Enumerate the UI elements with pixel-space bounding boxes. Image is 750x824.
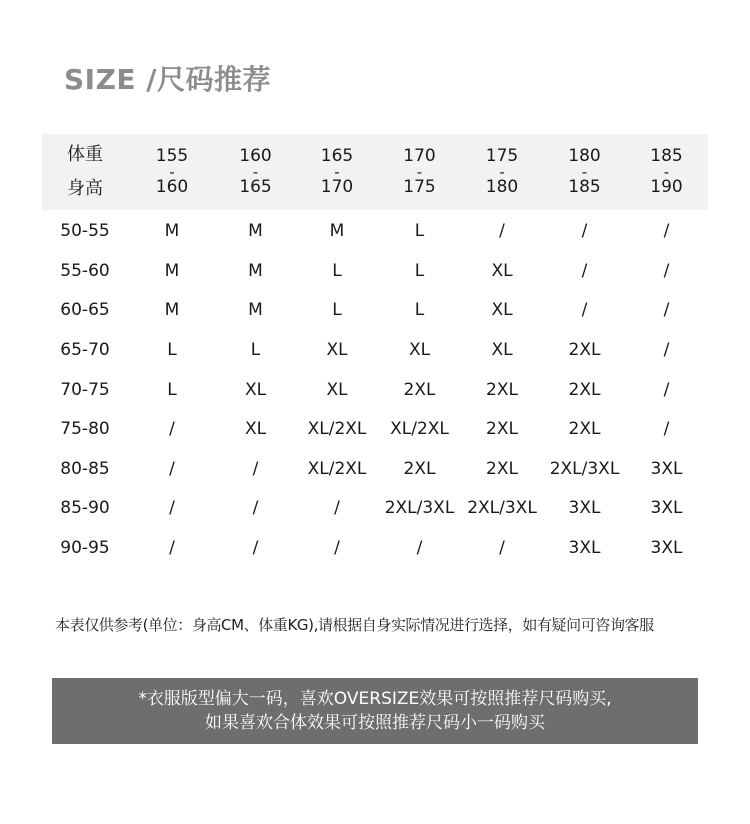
header-height-range-cell — [544, 148, 625, 196]
size-cell: L — [414, 221, 425, 242]
size-cell: / — [663, 340, 670, 361]
size-cell: / — [663, 379, 670, 400]
size-cell: / — [169, 458, 175, 479]
table-row — [42, 410, 708, 450]
header-label-cell — [42, 144, 128, 200]
size-cell: 3XL — [650, 458, 683, 479]
size-cell: M — [164, 221, 180, 242]
size-cell: / — [169, 419, 175, 440]
header-range-bottom: 160 — [155, 177, 189, 197]
size-cell: 2XL — [568, 419, 601, 440]
weight-range-cell: 55-60 — [60, 260, 110, 281]
header-range-top: 160 — [239, 146, 272, 166]
size-cell: / — [663, 260, 670, 281]
size-cell: L — [167, 379, 177, 400]
size-cell: XL/2XL — [307, 458, 367, 479]
size-cell: / — [334, 538, 340, 559]
header-range-sep: - — [252, 163, 259, 181]
size-cell: XL — [408, 340, 431, 361]
header-height-range-cell — [625, 148, 708, 196]
weight-range-cell: 50-55 — [60, 221, 110, 242]
size-cell: / — [416, 538, 423, 559]
size-cell: XL/2XL — [307, 419, 367, 440]
header-range-bottom: 165 — [239, 177, 272, 197]
header-range-bottom: 185 — [568, 177, 601, 197]
size-cell: / — [252, 498, 259, 519]
weight-range-cell: 60-65 — [60, 300, 110, 321]
size-cell: 3XL — [650, 538, 683, 559]
size-cell: / — [169, 498, 175, 519]
header-height-range-cell — [216, 148, 295, 196]
header-range-top: 170 — [403, 146, 436, 166]
size-cell: / — [499, 221, 505, 242]
banner-line-1: *衣服版型偏大一码，喜欢OVERSIZE效果可按照推荐尺码购买, — [138, 689, 612, 709]
size-cell: / — [334, 498, 340, 519]
table-row — [42, 370, 708, 410]
size-cell: 3XL — [650, 498, 683, 519]
table-row — [42, 331, 708, 371]
size-cell: L — [332, 300, 342, 321]
banner-line-2: 如果喜欢合体效果可按照推荐尺码小一码购买 — [205, 713, 545, 733]
size-cell: L — [167, 340, 177, 361]
size-cell: M — [164, 300, 180, 321]
size-cell: / — [663, 221, 670, 242]
size-note: 本表仅供参考(单位：身高CM、体重KG),请根据自身实际情况进行选择，如有疑问可咨询客服 — [55, 616, 654, 634]
size-cell: 3XL — [568, 498, 601, 519]
header-range-top: 175 — [485, 146, 519, 166]
table-body — [42, 212, 708, 568]
size-cell: / — [663, 300, 670, 321]
size-cell: XL — [244, 379, 267, 400]
size-chart-table — [42, 134, 708, 568]
size-cell: / — [581, 221, 588, 242]
header-weight-label: 体重 — [67, 144, 103, 165]
weight-range-cell: 80-85 — [60, 458, 110, 479]
size-cell: / — [499, 538, 505, 559]
header-range-bottom: 180 — [485, 177, 519, 197]
size-cell: XL — [491, 300, 513, 321]
header-range-sep: - — [416, 163, 423, 181]
table-row — [42, 450, 708, 490]
size-cell: L — [332, 260, 342, 281]
header-range-sep: - — [169, 163, 175, 181]
header-range-bottom: 175 — [403, 177, 436, 197]
size-cell: / — [252, 538, 259, 559]
table-row — [42, 529, 708, 569]
size-cell: XL/2XL — [390, 419, 449, 440]
header-range-sep: - — [581, 163, 588, 181]
size-cell: XL — [491, 340, 513, 361]
header-range-sep: - — [663, 163, 670, 181]
size-cell: XL — [326, 340, 348, 361]
size-cell: 2XL — [486, 458, 518, 479]
size-cell: 2XL — [568, 379, 601, 400]
header-height-range-cell — [379, 148, 460, 196]
header-range-top: 185 — [650, 146, 683, 166]
size-cell: M — [248, 260, 263, 281]
size-cell: 3XL — [568, 538, 601, 559]
table-row — [42, 489, 708, 529]
size-cell: 2XL/3XL — [384, 498, 455, 519]
table-row — [42, 252, 708, 292]
page-title: SIZE /尺码推荐 — [64, 63, 271, 96]
size-cell: / — [581, 260, 588, 281]
size-cell: M — [248, 221, 263, 242]
size-cell: L — [414, 260, 425, 281]
size-cell: / — [663, 419, 670, 440]
size-cell: 2XL/3XL — [549, 458, 620, 479]
size-cell: M — [248, 300, 263, 321]
header-range-sep: - — [334, 163, 340, 181]
size-cell: 2XL/3XL — [467, 498, 537, 519]
header-range-top: 165 — [320, 146, 354, 166]
header-height-label: 身高 — [67, 178, 103, 199]
header-range-bottom: 170 — [320, 177, 354, 197]
header-height-range-cell — [460, 148, 544, 196]
table-row — [42, 291, 708, 331]
header-range-top: 155 — [155, 146, 189, 166]
header-range-bottom: 190 — [650, 177, 683, 197]
weight-range-cell: 90-95 — [60, 538, 110, 559]
size-cell: XL — [491, 260, 513, 281]
table-row — [42, 212, 708, 252]
size-cell: XL — [326, 379, 348, 400]
size-cell: L — [414, 300, 425, 321]
header-height-range-cell — [295, 148, 379, 196]
size-cell: / — [252, 458, 259, 479]
weight-range-cell: 70-75 — [60, 379, 110, 400]
header-height-range-cell — [128, 148, 216, 196]
size-cell: 2XL — [403, 379, 436, 400]
weight-range-cell: 85-90 — [60, 498, 110, 519]
size-cell: 2XL — [568, 340, 601, 361]
size-cell: L — [250, 340, 261, 361]
size-cell: / — [581, 300, 588, 321]
size-cell: 2XL — [486, 419, 518, 440]
size-cell: 2XL — [486, 379, 518, 400]
size-cell: 2XL — [403, 458, 436, 479]
fit-advice-banner — [52, 678, 698, 744]
size-cell: / — [169, 538, 175, 559]
weight-range-cell: 65-70 — [60, 340, 110, 361]
weight-range-cell: 75-80 — [60, 419, 110, 440]
header-range-top: 180 — [568, 146, 601, 166]
size-cell: M — [329, 221, 345, 242]
size-cell: M — [164, 260, 180, 281]
header-range-sep: - — [499, 163, 505, 181]
size-cell: XL — [244, 419, 267, 440]
table-header-row — [42, 134, 708, 210]
